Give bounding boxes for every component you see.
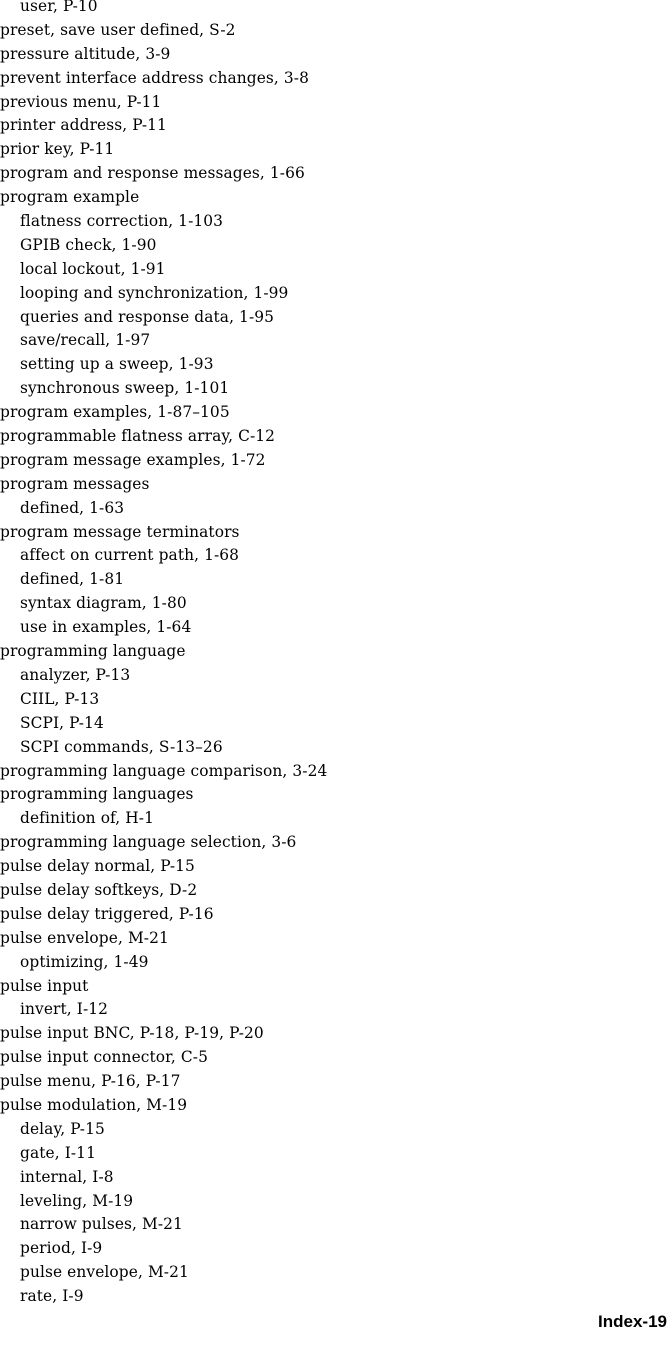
index-entry: program examples, 1-87–105	[0, 403, 230, 422]
index-subentry: affect on current path, 1-68	[20, 546, 240, 565]
index-entry: pulse delay softkeys, D-2	[0, 880, 198, 899]
index-entry: programming language selection, 3-6	[0, 833, 297, 852]
index-subentry: setting up a sweep, 1-93	[20, 355, 214, 374]
index-subentry: definition of, H-1	[20, 809, 155, 828]
index-subentry: gate, I-11	[20, 1143, 96, 1162]
index-subentry: analyzer, P-13	[20, 665, 131, 684]
page-number-label: Index-19	[598, 1312, 667, 1331]
index-entry: preset, save user defined, S-2	[0, 20, 236, 39]
index-subentry: defined, 1-81	[20, 570, 125, 589]
index-entry: pulse input	[0, 976, 89, 995]
index-subentry: optimizing, 1-49	[20, 952, 149, 971]
index-entry: pressure altitude, 3-9	[0, 44, 171, 63]
index-subentry: narrow pulses, M-21	[20, 1215, 183, 1234]
index-entry: previous menu, P-11	[0, 92, 162, 111]
index-entry: program messages	[0, 474, 150, 493]
index-subentry: syntax diagram, 1-80	[20, 594, 187, 613]
index-entry: programmable flatness array, C-12	[0, 427, 276, 446]
index-entry: program message terminators	[0, 522, 240, 541]
index-entry: pulse input connector, C-5	[0, 1048, 208, 1067]
index-subentry: save/recall, 1-97	[20, 331, 151, 350]
index-entry: pulse menu, P-16, P-17	[0, 1072, 181, 1091]
index-subentry: CIIL, P-13	[20, 689, 100, 708]
index-subentry: user, P-10	[20, 0, 98, 15]
index-subentry: defined, 1-63	[20, 498, 125, 517]
index-subentry: period, I-9	[20, 1239, 103, 1258]
index-entry: programming language comparison, 3-24	[0, 761, 328, 780]
index-entry: pulse delay triggered, P-16	[0, 904, 214, 923]
index-subentry: pulse envelope, M-21	[20, 1263, 189, 1282]
index-subentry: delay, P-15	[20, 1119, 105, 1138]
index-entry: program message examples, 1-72	[0, 450, 266, 469]
index-entry: printer address, P-11	[0, 116, 167, 135]
index-entry: programming language	[0, 642, 186, 661]
index-subentry: internal, I-8	[20, 1167, 114, 1186]
index-subentry: SCPI commands, S-13–26	[20, 737, 223, 756]
index-subentry: leveling, M-19	[20, 1191, 134, 1210]
index-subentry: invert, I-12	[20, 1000, 109, 1019]
index-subentry: SCPI, P-14	[20, 713, 104, 732]
index-entry: pulse input BNC, P-18, P-19, P-20	[0, 1024, 264, 1043]
index-entry-list	[0, 0, 327, 1309]
index-entry: pulse envelope, M-21	[0, 928, 169, 947]
index-entry: prior key, P-11	[0, 140, 115, 159]
index-subentry: flatness correction, 1-103	[20, 212, 224, 231]
index-entry: pulse delay normal, P-15	[0, 857, 195, 876]
index-entry: prevent interface address changes, 3-8	[0, 68, 309, 87]
index-entry: programming languages	[0, 785, 194, 804]
index-entry: pulse modulation, M-19	[0, 1095, 188, 1114]
index-subentry: rate, I-9	[20, 1287, 84, 1306]
index-subentry: use in examples, 1-64	[20, 618, 192, 637]
index-subentry: local lockout, 1-91	[20, 259, 166, 278]
index-entry: program example	[0, 188, 140, 207]
index-subentry: GPIB check, 1-90	[20, 235, 157, 254]
index-subentry: queries and response data, 1-95	[20, 307, 275, 326]
index-subentry: synchronous sweep, 1-101	[20, 379, 230, 398]
index-subentry: looping and synchronization, 1-99	[20, 283, 289, 302]
index-entry: program and response messages, 1-66	[0, 164, 305, 183]
